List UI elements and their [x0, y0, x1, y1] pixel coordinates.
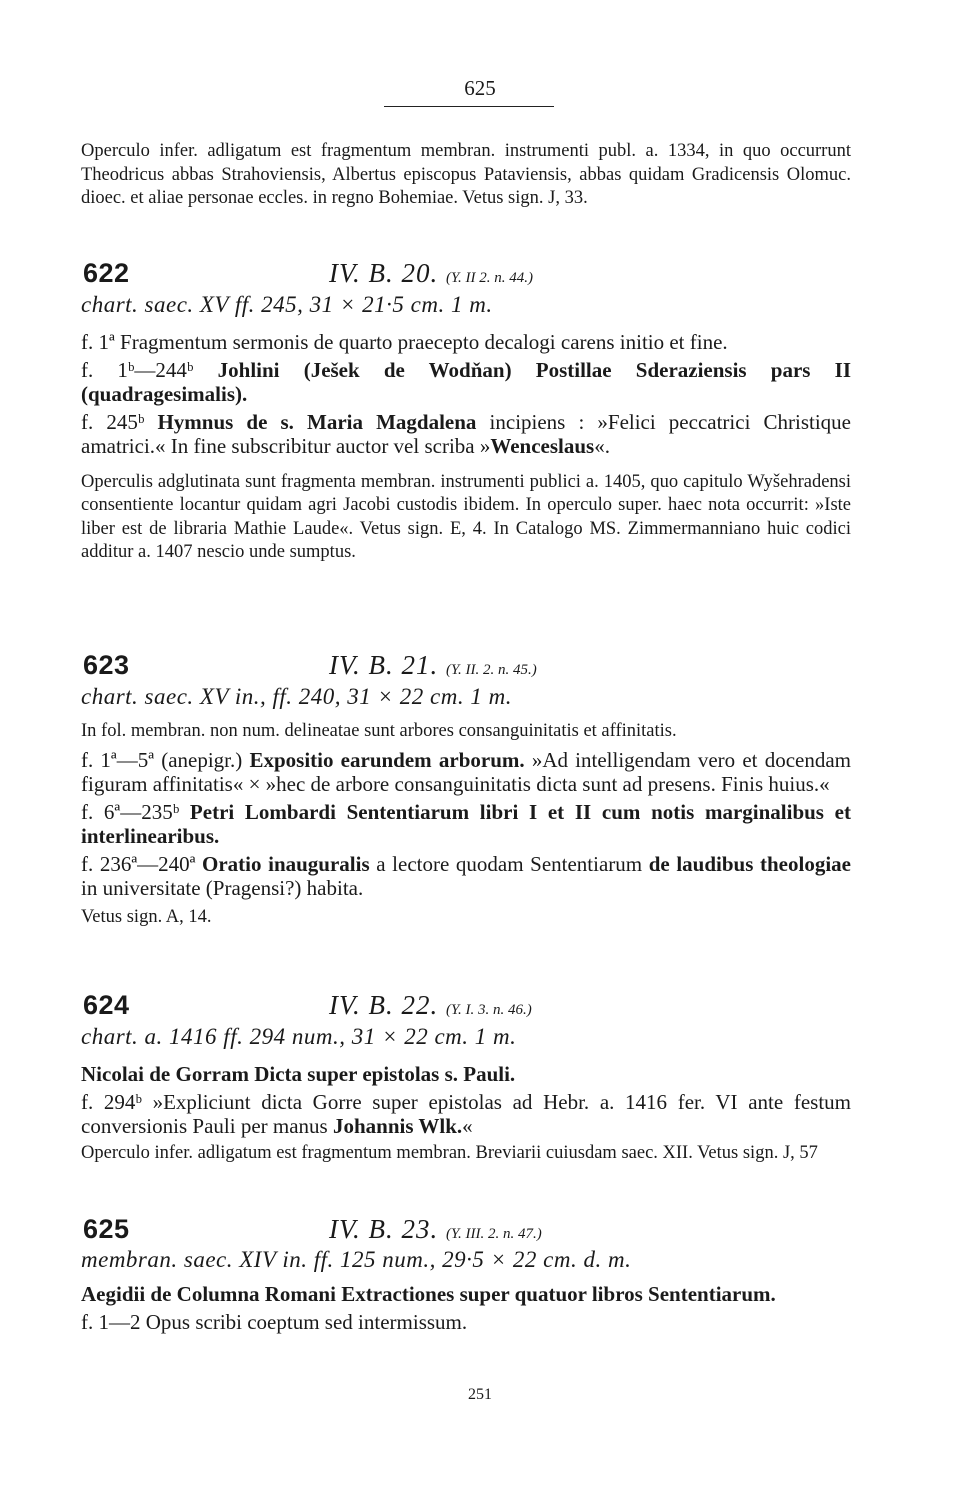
page-number: 625: [464, 76, 496, 100]
header-rule: [384, 106, 554, 107]
entry-heading: [81, 650, 861, 684]
entry-body: [81, 1062, 851, 1165]
entry-heading: [81, 258, 861, 292]
entry-note-top: In fol. membran. non num. delineatae sunt arbores consanguinitatis et affinitatis.: [81, 721, 677, 741]
work-title: Nicolai de Gorram Dicta super epistolas s. Pauli.: [81, 1062, 516, 1086]
entry-body: [81, 330, 851, 565]
entry-note: Vetus sign. A, 14.: [81, 906, 212, 927]
item-line: f. 1ª Fragmentum sermonis de quarto praecepto decalogi carens initio et fine.: [81, 330, 728, 354]
entry-body: [81, 1282, 851, 1334]
item-line: f. 6ª—235ᵇ Petri Lombardi Sententiarum libri I et II cum notis marginalibus et interlinearibus.: [81, 799, 851, 848]
intro-text: Operculo infer. adligatum est fragmentum membran. instrumenti publ. a. 1334, in quo occurrunt Theodricus abbas Strahoviensis, Albertus episcopus Pataviensis, abbas quidam Gradicensis Olomuc. dioec. et aliae personae eccles. in regno Bohemiae. Vetus sign. J, 33.: [81, 141, 851, 208]
item-line: f. 1—2 Opus scribi coeptum sed intermissum.: [81, 1309, 468, 1334]
entry-number: 624: [83, 990, 130, 1020]
shelf-signature: IV. B. 23. (Y. III. 2. n. 47.): [329, 1214, 542, 1244]
entry-note: Operculo infer. adligatum est fragmentum membran. Breviarii cuiusdam saec. XII. Vetus sign. J, 57: [81, 1142, 818, 1163]
item-line: f. 1ᵇ—244ᵇ Johlini (Ješek de Wodňan) Postillae Sderaziensis pars II (quadragesimalis).: [81, 357, 851, 406]
codex-description: chart. saec. XV in., ff. 240, 31 × 22 cm. 1 m.: [81, 684, 512, 709]
old-reference: (Y. II 2. n. 44.): [446, 270, 533, 286]
old-reference: (Y. I. 3. n. 46.): [446, 1002, 532, 1018]
shelf-signature: IV. B. 20. (Y. II 2. n. 44.): [329, 258, 533, 288]
shelf-signature: IV. B. 21. (Y. II. 2. n. 45.): [329, 650, 537, 680]
codex-description: membran. saec. XIV in. ff. 125 num., 29·5 × 22 cm. d. m.: [81, 1247, 632, 1272]
intro-block: [81, 140, 851, 211]
old-reference: (Y. III. 2. n. 47.): [446, 1226, 542, 1242]
codex-description: chart. saec. XV ff. 245, 31 × 21·5 cm. 1 m.: [81, 292, 493, 317]
old-reference: (Y. II. 2. n. 45.): [446, 662, 537, 678]
entry-number: 623: [83, 650, 130, 680]
item-line: f. 236ª—240ª Oratio inauguralis a lectore quodam Sententiarum de laudibus theologiae in universitate (Pragensi?) habita.: [81, 851, 851, 900]
item-line: f. 294ᵇ »Expliciunt dicta Gorre super epistolas ad Hebr. a. 1416 fer. VI ante festum conversionis Pauli per manus Johannis Wlk.«: [81, 1089, 851, 1138]
entry-heading: [81, 990, 861, 1024]
entry-note: Operculis adglutinata sunt fragmenta membran. instrumenti publici a. 1405, quo capitulo Wyšehradensi consentiente locantur quidam agri Jacobi custodis ibidem. In operculo super. haec nota occurrit: »Iste liber est de libraria Mathie Laude«. Vetus sign. E, 4. In Catalogo MS. Zimmermanniano huic codici additur a. 1407 nescio unde sumptus.: [81, 471, 851, 562]
item-line: f. 245ᵇ Hymnus de s. Maria Magdalena incipiens : »Felici peccatrici Christique amatrici.« In fine subscribitur auctor vel scriba »Wenceslaus«.: [81, 409, 852, 458]
work-title: Aegidii de Columna Romani Extractiones super quatuor libros Sententiarum.: [81, 1282, 776, 1306]
shelf-signature: IV. B. 22. (Y. I. 3. n. 46.): [329, 990, 532, 1020]
entry-number: 625: [83, 1214, 130, 1244]
codex-description: chart. a. 1416 ff. 294 num., 31 × 22 cm. 1 m.: [81, 1024, 517, 1049]
entry-number: 622: [83, 258, 130, 288]
sheet-number: 251: [468, 1386, 492, 1403]
item-line: f. 1ª—5ª (anepigr.) Expositio earundem arborum. »Ad intelligendam vero et docendam figuram affinitatis« × »hec de arbore consanguinitatis dicta sunt ad presens. Finis huius.«: [81, 747, 851, 796]
entry-heading: [81, 1214, 861, 1248]
entry-body: [81, 720, 851, 929]
